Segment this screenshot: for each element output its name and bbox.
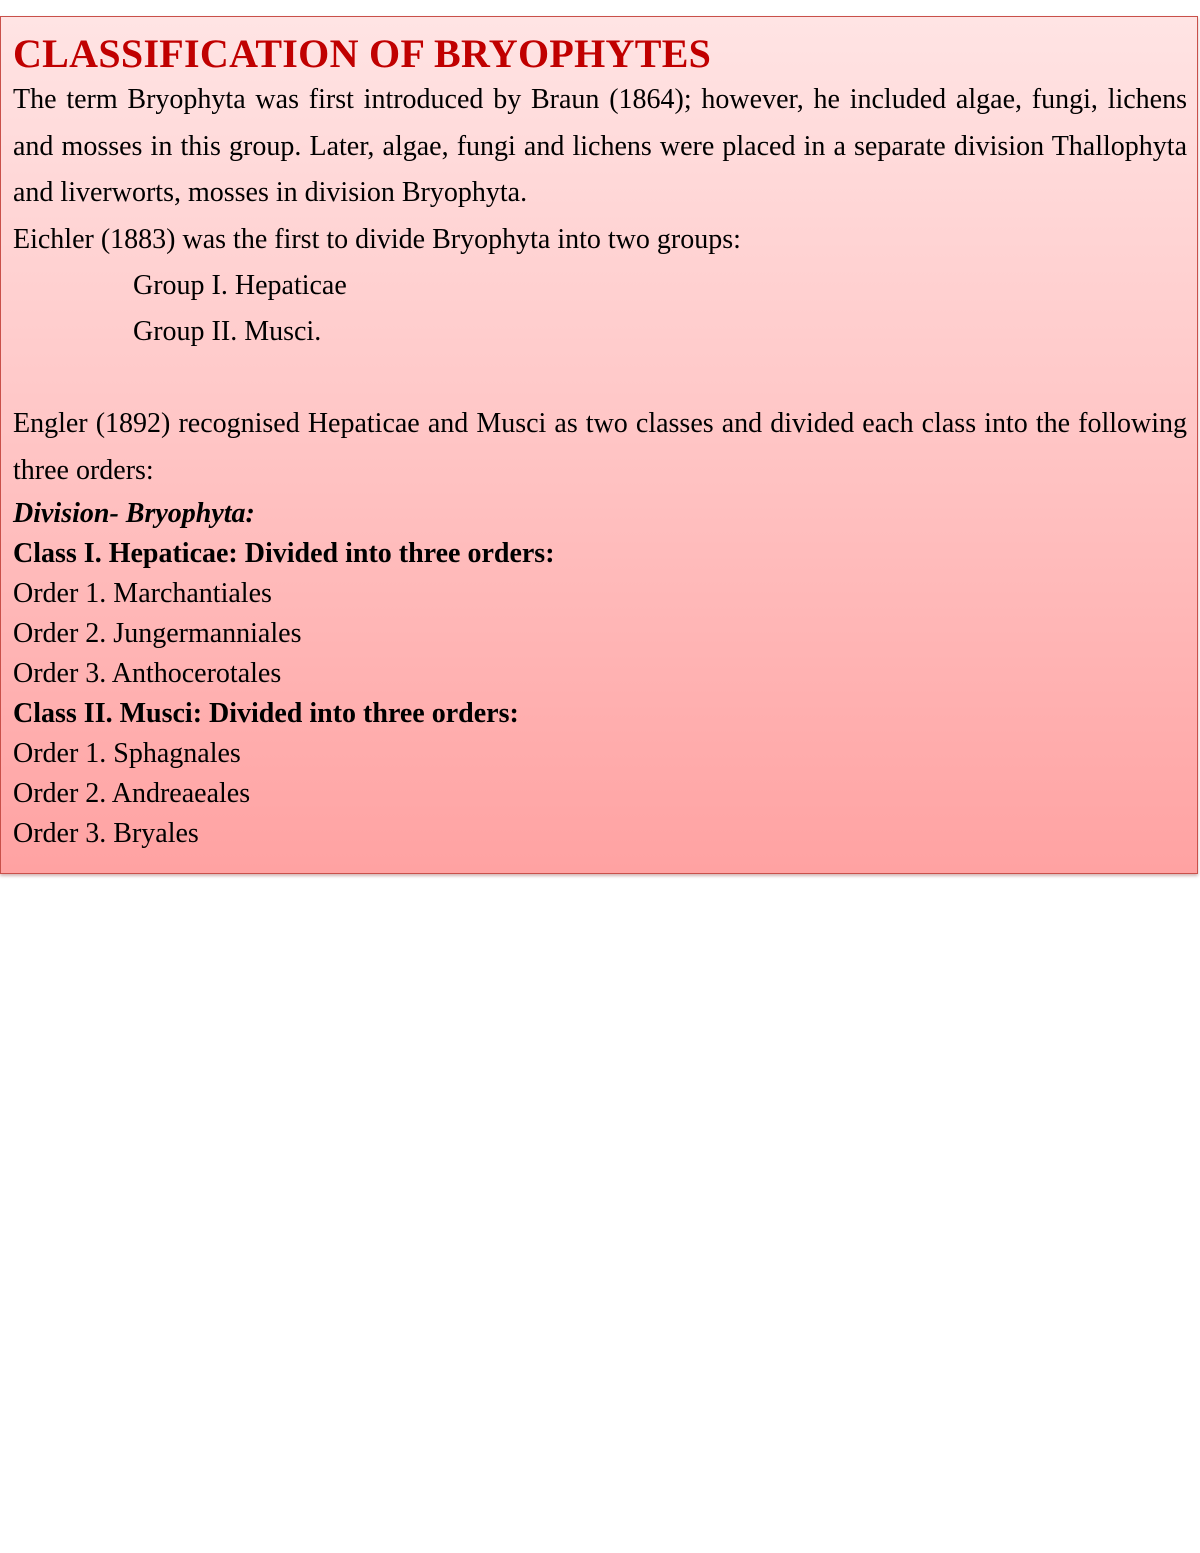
- order-item: Order 2. Jungermanniales: [13, 618, 302, 649]
- order-item: Order 3. Bryales: [13, 818, 199, 849]
- engler-paragraph: Engler (1892) recognised Hepaticae and Musci as two classes and divided each class into the following three orders:: [13, 408, 1187, 486]
- order-item: Order 1. Marchantiales: [13, 578, 272, 609]
- order-item: Order 2. Andreaeales: [13, 778, 251, 809]
- page-title: CLASSIFICATION OF BRYOPHYTES: [13, 31, 712, 76]
- class-1-heading: Class I. Hepaticae: Divided into three orders:: [13, 538, 555, 569]
- division-heading: Division- Bryophyta:: [13, 498, 255, 529]
- intro-paragraph: The term Bryophyta was first introduced by Braun (1864); however, he included algae, fungi, lichens and mosses in this group. Later, algae, fungi and lichens were placed in a separate division Thallophyta and liverworts, mosses in division Bryophyta.: [13, 84, 1187, 208]
- eichler-paragraph: Eichler (1883) was the first to divide Bryophyta into two groups:: [13, 223, 741, 255]
- classification-panel: [0, 16, 1198, 874]
- group-item: Group II. Musci.: [133, 316, 322, 347]
- group-item: Group I. Hepaticae: [133, 270, 347, 301]
- class-2-heading: Class II. Musci: Divided into three orders:: [13, 698, 519, 729]
- order-item: Order 1. Sphagnales: [13, 738, 241, 769]
- blank-line: [13, 355, 1187, 401]
- order-item: Order 3. Anthocerotales: [13, 658, 282, 689]
